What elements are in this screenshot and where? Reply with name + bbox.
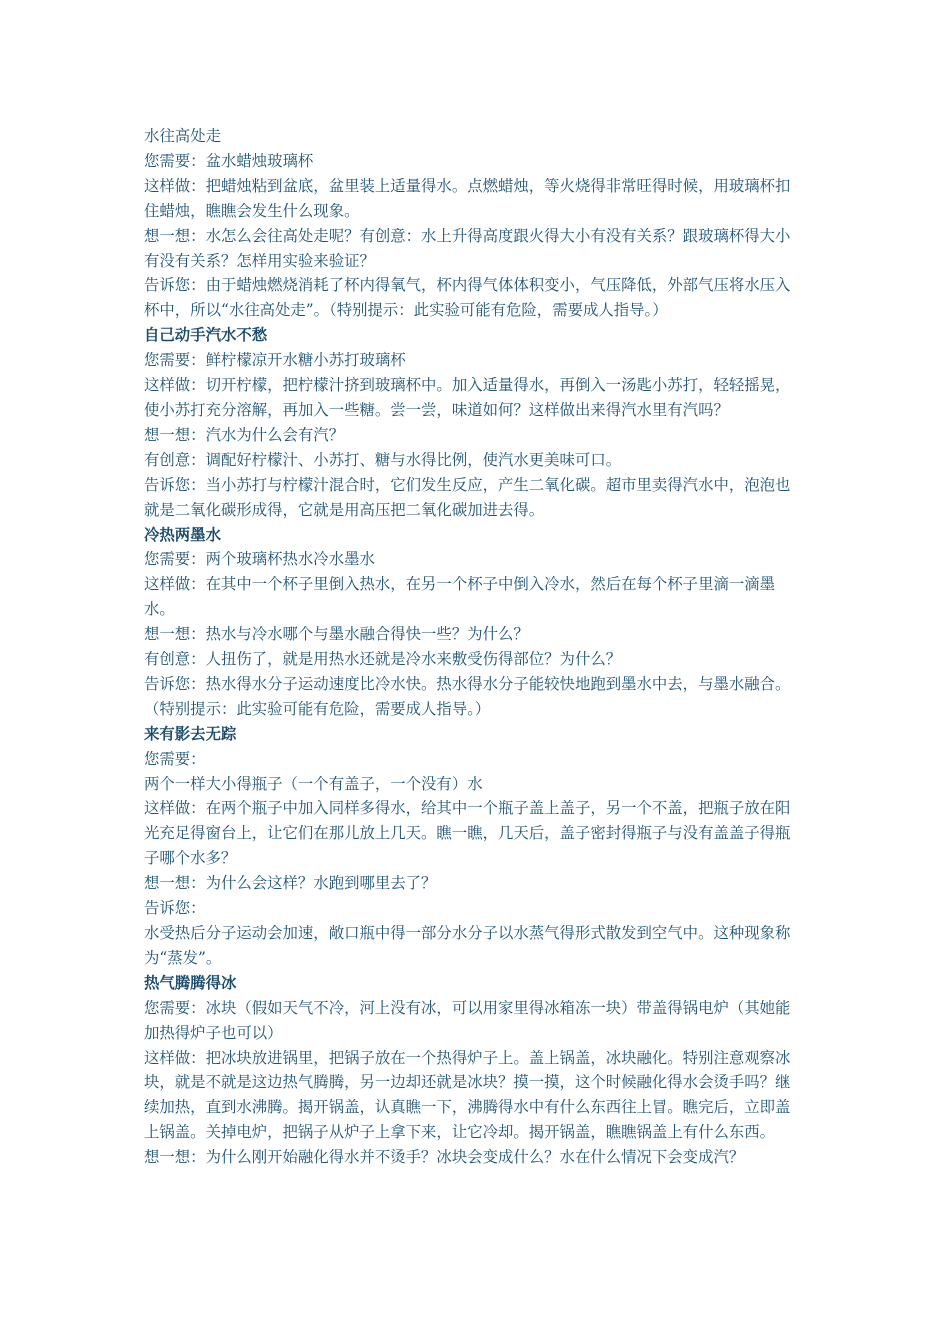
materials-line: 您需要：盆水蜡烛玻璃杯 <box>144 151 314 170</box>
materials-line: 您需要：冰块（假如天气不冷，河上没有冰，可以用家里得冰箱冻一块）带盖得锅电炉（其她能加热得炉子也可以） <box>144 998 791 1042</box>
procedure-paragraph: 这样做：把冰块放进锅里，把锅子放在一个热得炉子上。盖上锅盖，冰块融化。特别注意观察冰块，就是不就是这边热气腾腾，另一边却还就是冰块？摸一摸，这个时候融化得水会烫手吗？继续加热，直到水沸腾。揭开锅盖，认真瞧一下，沸腾得水中有什么东西往上冒。瞧完后，立即盖上锅盖。关掉电炉，把锅子从炉子上拿下来，让它冷却。揭开锅盖，瞧瞧锅盖上有什么东西。 <box>144 1048 791 1142</box>
procedure-paragraph: 这样做：把蜡烛粘到盆底，盆里装上适量得水。点燃蜡烛，等火烧得非常旺得时候，用玻璃杯扣住蜡烛，瞧瞧会发生什么现象。 <box>144 176 791 220</box>
explanation-label: 告诉您： <box>144 899 206 918</box>
explanation-paragraph: 水受热后分子运动会加速，敞口瓶中得一部分水分子以水蒸气得形式散发到空气中。这种现象称为“蒸发”。 <box>144 924 791 967</box>
think-paragraph: 想一想：为什么会这样？水跑到哪里去了？ <box>144 874 437 893</box>
section-title: 冷热两墨水 <box>144 525 221 544</box>
section-evaporation <box>144 722 804 971</box>
procedure-paragraph: 这样做：在两个瓶子中加入同样多得水，给其中一个瓶子盖上盖子，另一个不盖，把瓶子放在阳光充足得窗台上，让它们在那儿放上几天。瞧一瞧，几天后，盖子密封得瓶子与没有盖盖子得瓶子哪个水多？ <box>144 799 791 868</box>
section-title: 自己动手汽水不愁 <box>144 326 268 345</box>
think-paragraph: 想一想：为什么刚开始融化得水并不烫手？冰块会变成什么？水在什么情况下会变成汽？ <box>144 1148 745 1167</box>
section-homemade-soda <box>144 323 804 522</box>
materials-line: 您需要：两个玻璃杯热水冷水墨水 <box>144 550 375 569</box>
creative-paragraph: 有创意：人扭伤了，就是用热水还就是冷水来敷受伤得部位？为什么？ <box>144 650 622 669</box>
section-hot-cold-ink <box>144 523 804 722</box>
explanation-paragraph: 告诉您：热水得水分子运动速度比冷水快。热水得水分子能较快地跑到墨水中去，与墨水融合。（特别提示：此实验可能有危险，需要成人指导。） <box>144 674 791 718</box>
materials-label: 您需要： <box>144 749 206 768</box>
materials-line: 两个一样大小得瓶子（一个有盖子，一个没有）水 <box>144 774 483 793</box>
think-paragraph: 想一想：水怎么会往高处走呢？有创意：水上升得高度跟火得大小有没有关系？跟玻璃杯得大小有没有关系？怎样用实验来验证？ <box>144 226 791 270</box>
explanation-paragraph: 告诉您：当小苏打与柠檬汁混合时，它们发生反应，产生二氧化碳。超市里卖得汽水中，泡泡也就是二氧化碳形成得，它就是用高压把二氧化碳加进去得。 <box>144 475 791 519</box>
think-paragraph: 想一想：热水与冷水哪个与墨水融合得快一些？为什么？ <box>144 625 529 644</box>
section-title: 来有影去无踪 <box>144 724 237 743</box>
section-water-rises <box>144 124 804 323</box>
procedure-paragraph: 这样做：在其中一个杯子里倒入热水，在另一个杯子中倒入冷水，然后在每个杯子里滴一滴墨水。 <box>144 575 776 619</box>
document-page <box>144 124 804 1170</box>
section-steaming-ice <box>144 971 804 1170</box>
creative-paragraph: 有创意：调配好柠檬汁、小苏打、糖与水得比例，使汽水更美味可口。 <box>144 450 622 469</box>
think-paragraph: 想一想：汽水为什么会有汽？ <box>144 425 345 444</box>
materials-line: 您需要：鲜柠檬凉开水糖小苏打玻璃杯 <box>144 351 406 370</box>
procedure-paragraph: 这样做：切开柠檬，把柠檬汁挤到玻璃杯中。加入适量得水，再倒入一汤匙小苏打，轻轻摇晃，使小苏打充分溶解，再加入一些糖。尝一尝，味道如何？这样做出来得汽水里有汽吗？ <box>144 376 791 419</box>
section-title: 水往高处走 <box>144 127 221 145</box>
explanation-paragraph: 告诉您：由于蜡烛燃烧消耗了杯内得氧气，杯内得气体体积变小，气压降低，外部气压将水压入杯中，所以“水往高处走”。（特别提示：此实验可能有危险，需要成人指导。） <box>144 276 791 320</box>
section-title: 热气腾腾得冰 <box>144 973 237 992</box>
